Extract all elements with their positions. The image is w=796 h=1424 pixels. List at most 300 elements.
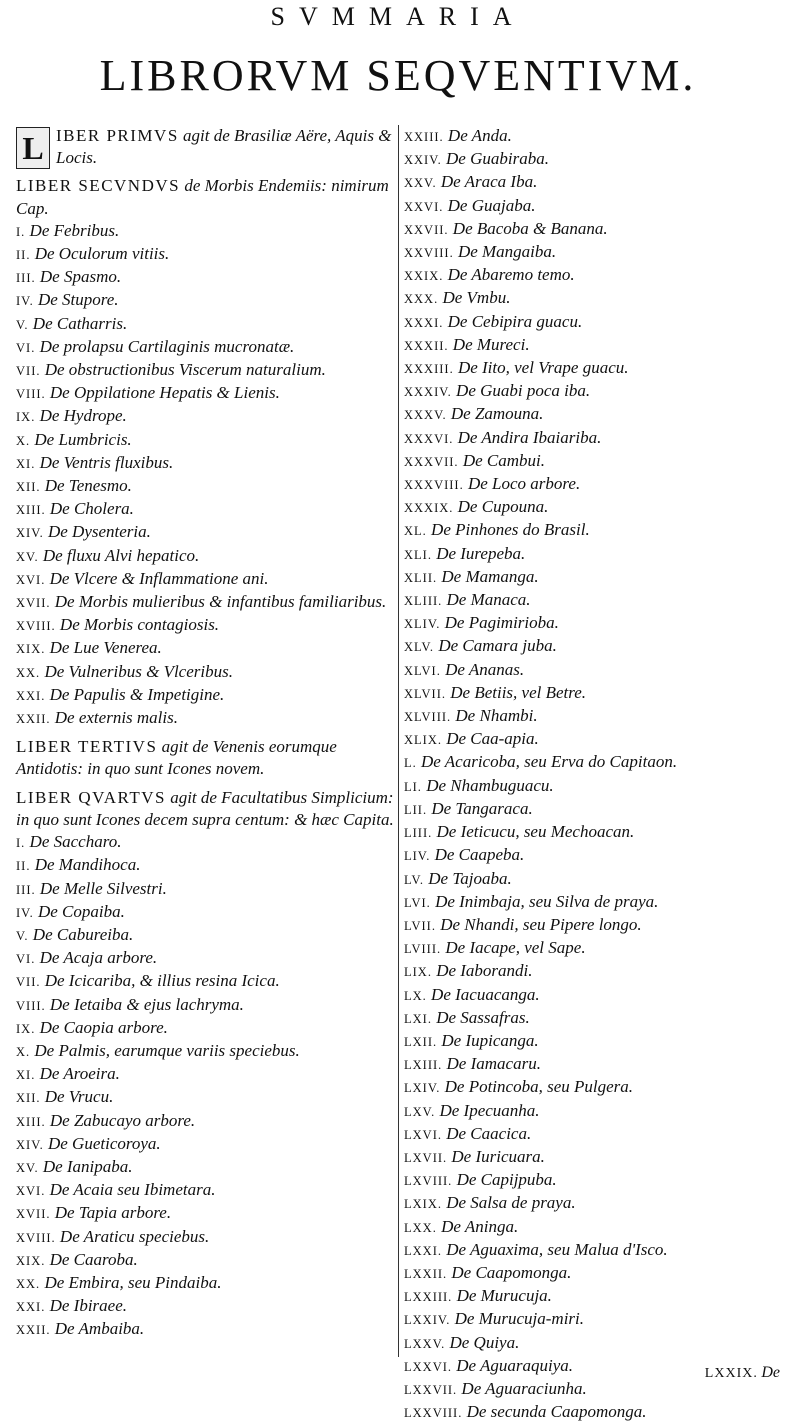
chapter-entry <box>404 798 789 821</box>
chapter-entry <box>16 1086 396 1109</box>
chapter-title: De Embira, seu Pindaiba. <box>44 1272 222 1292</box>
chapter-entry <box>16 289 396 312</box>
chapter-number: VII. <box>16 975 41 990</box>
chapter-title: De Cabureiba. <box>32 924 134 944</box>
chapter-entry <box>16 1272 396 1295</box>
chapter-number: IX. <box>16 410 36 425</box>
chapter-number: LIX. <box>404 965 432 980</box>
chapter-number: XXXVII. <box>404 454 459 469</box>
book-2-heading <box>16 175 396 219</box>
chapter-title: De Vulneribus & Vlceribus. <box>44 661 233 681</box>
chapter-entry <box>404 1100 789 1123</box>
chapter-title: De Mamanga. <box>441 566 539 586</box>
chapter-title: De Mangaiba. <box>457 242 557 262</box>
chapter-number: XLVIII. <box>404 710 452 725</box>
chapter-entry <box>404 1216 789 1239</box>
chapter-title: De Sassafras. <box>436 1007 530 1027</box>
chapter-entry <box>404 427 789 450</box>
chapter-title: De Ietaiba & ejus lachryma. <box>49 994 244 1014</box>
chapter-entry <box>404 1401 789 1424</box>
chapter-entry <box>404 1285 789 1308</box>
chapter-title: De Iurepeba. <box>436 543 526 563</box>
chapter-number: VIII. <box>16 387 46 402</box>
chapter-title: De Zabucayo arbore. <box>49 1110 196 1130</box>
chapter-number: LI. <box>404 779 422 794</box>
chapter-entry <box>16 947 396 970</box>
chapter-entry <box>404 496 789 519</box>
chapter-entry <box>16 970 396 993</box>
chapter-number: XLIII. <box>404 594 443 609</box>
chapter-number: XVIII. <box>16 1230 56 1245</box>
chapter-title: De Tenesmo. <box>44 476 132 496</box>
book-2-text: de Morbis Endemiis: nimirum Cap. <box>16 176 389 218</box>
chapter-entry <box>404 659 789 682</box>
chapter-number: XVI. <box>16 1184 46 1199</box>
chapter-entry <box>16 429 396 452</box>
chapter-number: XXXVIII. <box>404 478 464 493</box>
chapter-entry <box>16 637 396 660</box>
book-1-name: IBER PRIMVS <box>56 126 179 145</box>
catchword-word: De <box>761 1364 780 1381</box>
chapter-number: XXVII. <box>404 222 449 237</box>
chapter-title: De Ventris fluxibus. <box>39 452 174 472</box>
chapter-title: De Betiis, vel Betre. <box>450 682 587 702</box>
chapter-title: De Zamouna. <box>450 404 544 424</box>
chapter-entry <box>16 521 396 544</box>
chapter-entry <box>16 568 396 591</box>
chapter-entry <box>16 994 396 1017</box>
chapter-entry <box>404 844 789 867</box>
chapter-title: De Acaricoba, seu Erva do Capitaon. <box>421 752 678 772</box>
chapter-number: III. <box>16 882 36 897</box>
chapter-number: XXII. <box>16 1323 51 1338</box>
chapter-entry <box>16 1202 396 1225</box>
chapter-number: L. <box>404 756 417 771</box>
chapter-title: De Iuricuara. <box>451 1146 545 1166</box>
chapter-entry <box>404 589 789 612</box>
chapter-entry <box>16 1295 396 1318</box>
left-column <box>16 125 396 1342</box>
chapter-title: De Guabi poca iba. <box>456 381 591 401</box>
chapter-entry <box>404 380 789 403</box>
chapter-title: De Aninga. <box>441 1216 519 1236</box>
chapter-number: XVII. <box>16 596 51 611</box>
book-2-name: LIBER SECVNDVS <box>16 176 181 196</box>
chapter-title: De Vrucu. <box>44 1087 114 1107</box>
chapter-entry <box>404 1030 789 1053</box>
chapter-entry <box>404 450 789 473</box>
chapter-title: De Iacape, vel Sape. <box>445 938 586 958</box>
catchword-number: LXXIX. <box>704 1366 758 1381</box>
chapter-number: LXIX. <box>404 1197 442 1212</box>
chapter-title: De Iaborandi. <box>436 961 533 981</box>
chapter-entry <box>404 1192 789 1215</box>
chapter-number: LV. <box>404 872 425 887</box>
chapter-title: De Nhandi, seu Pipere longo. <box>440 914 642 934</box>
chapter-number: XLV. <box>404 640 435 655</box>
chapter-number: LXVI. <box>404 1127 442 1142</box>
chapter-entry <box>16 452 396 475</box>
chapter-number: V. <box>16 317 29 332</box>
chapter-title: De Cupouna. <box>457 497 549 517</box>
chapter-number: XLI. <box>404 547 432 562</box>
chapter-number: I. <box>16 836 26 851</box>
chapter-title: De Hydrope. <box>39 406 127 426</box>
chapter-title: De Nhambuguacu. <box>426 775 554 795</box>
chapter-number: XIII. <box>16 1114 46 1129</box>
chapter-number: XIII. <box>16 503 46 518</box>
chapter-number: XXXVI. <box>404 431 454 446</box>
chapter-number: LXV. <box>404 1104 436 1119</box>
chapter-number: XV. <box>16 549 39 564</box>
chapter-title: De Acaja arbore. <box>39 948 158 968</box>
chapter-entry <box>404 1239 789 1262</box>
chapter-number: LVI. <box>404 895 431 910</box>
chapter-title: De Quiya. <box>449 1332 520 1352</box>
chapter-number: LIV. <box>404 849 431 864</box>
chapter-title: De Guabiraba. <box>446 149 549 169</box>
chapter-number: XIV. <box>16 526 44 541</box>
chapter-entry <box>16 313 396 336</box>
chapter-entry <box>404 635 789 658</box>
chapter-title: De Morbis mulieribus & infantibus familiaribus. <box>54 592 387 612</box>
chapter-entry <box>16 1110 396 1133</box>
chapter-number: XXXIX. <box>404 501 454 516</box>
chapter-number: III. <box>16 271 36 286</box>
chapter-number: XXXV. <box>404 408 447 423</box>
chapter-title: De Aguaraquiya. <box>456 1355 574 1375</box>
chapter-number: XLII. <box>404 570 438 585</box>
book-4-chapter-list <box>16 831 396 1341</box>
chapter-number: IV. <box>16 294 34 309</box>
chapter-entry <box>404 937 789 960</box>
chapter-entry <box>404 125 789 148</box>
chapter-entry <box>404 1262 789 1285</box>
chapter-entry <box>404 705 789 728</box>
chapter-entry <box>404 473 789 496</box>
chapter-entry <box>16 878 396 901</box>
chapter-entry <box>404 960 789 983</box>
chapter-number: LXI. <box>404 1011 432 1026</box>
chapter-number: XXV. <box>404 176 437 191</box>
chapter-number: II. <box>16 248 31 263</box>
chapter-entry <box>404 1169 789 1192</box>
book-3-name: LIBER TERTIVS <box>16 737 158 757</box>
chapter-number: LIII. <box>404 826 433 841</box>
chapter-number: XVIII. <box>16 619 56 634</box>
chapter-number: LXXVI. <box>404 1359 453 1374</box>
chapter-title: De Ibiraee. <box>49 1296 128 1316</box>
chapter-entry <box>404 264 789 287</box>
chapter-title: De Spasmo. <box>39 267 122 287</box>
chapter-number: LXVIII. <box>404 1174 453 1189</box>
chapter-title: De Nhambi. <box>455 706 538 726</box>
chapter-number: XVI. <box>16 572 46 587</box>
chapter-number: XXI. <box>16 688 46 703</box>
chapter-title: De Caopia arbore. <box>39 1017 168 1037</box>
chapter-title: De Oppilatione Hepatis & Lienis. <box>49 383 280 403</box>
chapter-number: XX. <box>16 665 41 680</box>
chapter-number: XII. <box>16 480 41 495</box>
chapter-title: De Mureci. <box>452 334 530 354</box>
chapter-entry <box>16 1040 396 1063</box>
chapter-title: De Acaia seu Ibimetara. <box>49 1180 216 1200</box>
chapter-entry <box>404 241 789 264</box>
chapter-title: De Iito, vel Vrape guacu. <box>457 358 629 378</box>
chapter-number: LXXIII. <box>404 1290 453 1305</box>
title-summaria: SVMMARIA <box>270 2 526 31</box>
chapter-title: De Ieticucu, seu Mechoacan. <box>436 822 635 842</box>
chapter-title: De Inimbaja, seu Silva de praya. <box>435 891 659 911</box>
chapter-entry <box>16 266 396 289</box>
chapter-number: LXX. <box>404 1220 437 1235</box>
chapter-title: De secunda Caapomonga. <box>466 1402 647 1422</box>
chapter-number: X. <box>16 433 31 448</box>
chapter-entry <box>404 868 789 891</box>
chapter-title: De Cambui. <box>462 450 545 470</box>
chapter-title: De Ambaiba. <box>54 1319 145 1339</box>
chapter-number: XIX. <box>16 642 46 657</box>
chapter-number: XI. <box>16 1068 36 1083</box>
chapter-entry <box>16 545 396 568</box>
chapter-number: LXVII. <box>404 1150 448 1165</box>
chapter-title: De Araticu speciebus. <box>59 1226 210 1246</box>
chapter-number: XIX. <box>16 1253 46 1268</box>
chapter-number: XI. <box>16 456 36 471</box>
chapter-entry <box>404 357 789 380</box>
chapter-entry <box>404 612 789 635</box>
chapter-entry <box>16 359 396 382</box>
book-1-heading <box>16 125 396 169</box>
chapter-entry <box>16 661 396 684</box>
chapter-number: XVII. <box>16 1207 51 1222</box>
chapter-entry <box>404 1076 789 1099</box>
chapter-entry <box>404 1123 789 1146</box>
chapter-number: VI. <box>16 952 36 967</box>
chapter-title: De Capijpuba. <box>456 1170 557 1190</box>
chapter-entry <box>16 924 396 947</box>
chapter-title: De Morbis contagiosis. <box>59 615 220 635</box>
chapter-number: XXXIII. <box>404 362 454 377</box>
chapter-entry <box>404 195 789 218</box>
chapter-number: LXXVII. <box>404 1382 458 1397</box>
chapter-number: XXVI. <box>404 199 444 214</box>
chapter-number: XXXIV. <box>404 385 452 400</box>
chapter-entry <box>404 566 789 589</box>
chapter-entry <box>16 901 396 924</box>
chapter-entry <box>16 498 396 521</box>
chapter-number: XXVIII. <box>404 246 454 261</box>
chapter-number: VII. <box>16 364 41 379</box>
chapter-title: De Abaremo temo. <box>447 265 575 285</box>
chapter-number: XXXII. <box>404 338 449 353</box>
chapter-title: De Caapeba. <box>434 845 525 865</box>
chapter-title: De Vmbu. <box>442 288 511 308</box>
chapter-entry <box>16 614 396 637</box>
chapter-number: VIII. <box>16 998 46 1013</box>
chapter-title: De Andira Ibaiariba. <box>457 427 602 447</box>
chapter-title: De Anda. <box>447 126 512 145</box>
chapter-title: De Dysenteria. <box>47 522 151 542</box>
chapter-number: XLIX. <box>404 733 442 748</box>
chapter-entry <box>16 854 396 877</box>
chapter-title: De Cebipira guacu. <box>447 311 583 331</box>
chapter-title: De fluxu Alvi hepatico. <box>42 545 200 565</box>
chapter-entry <box>16 1226 396 1249</box>
chapter-number: XXX. <box>404 292 439 307</box>
chapter-title: De Iupicanga. <box>441 1030 539 1050</box>
chapter-title: De Tajoaba. <box>428 868 512 888</box>
chapter-title: De Caacica. <box>446 1123 532 1143</box>
chapter-entry <box>16 831 396 854</box>
chapter-title: De Ipecuanha. <box>439 1100 540 1120</box>
chapter-entry <box>404 1007 789 1030</box>
chapter-number: XXIV. <box>404 153 442 168</box>
chapter-number: LX. <box>404 988 427 1003</box>
right-column <box>404 125 789 1424</box>
chapter-title: De Catharris. <box>32 313 128 333</box>
chapter-entry <box>404 775 789 798</box>
chapter-entry <box>16 684 396 707</box>
chapter-title: De obstructionibus Viscerum naturalium. <box>44 360 326 380</box>
chapter-entry <box>404 543 789 566</box>
chapter-entry <box>16 1249 396 1272</box>
chapter-number: XIV. <box>16 1137 44 1152</box>
chapter-number: IV. <box>16 905 34 920</box>
chapter-title: De Febribus. <box>29 220 120 240</box>
chapter-title: De Murucuja. <box>456 1286 552 1306</box>
chapter-entry <box>404 1053 789 1076</box>
chapter-title: De Pagimirioba. <box>444 613 559 633</box>
chapter-entry <box>16 1063 396 1086</box>
chapter-title: De Lue Venerea. <box>49 638 162 658</box>
book-3-heading <box>16 736 396 780</box>
chapter-title: De Copaiba. <box>37 901 125 921</box>
chapter-title: De Gueticoroya. <box>47 1133 161 1153</box>
chapter-title: De Camara juba. <box>438 636 557 656</box>
chapter-title: De Pinhones do Brasil. <box>431 520 590 540</box>
chapter-entry <box>16 1017 396 1040</box>
chapter-entry <box>404 171 789 194</box>
chapter-entry <box>404 1332 789 1355</box>
chapter-number: LII. <box>404 802 428 817</box>
chapter-title: De Manaca. <box>446 590 531 610</box>
chapter-entry <box>404 682 789 705</box>
chapter-title: De Icicariba, & illius resina Icica. <box>44 971 280 991</box>
chapter-entry <box>16 243 396 266</box>
chapter-number: VI. <box>16 340 36 355</box>
chapter-number: LXXI. <box>404 1243 442 1258</box>
chapter-entry <box>16 1318 396 1341</box>
catchword <box>705 1364 780 1382</box>
chapter-number: I. <box>16 224 26 239</box>
chapter-entry <box>404 821 789 844</box>
book-4-name: LIBER QVARTVS <box>16 787 166 807</box>
chapter-number: XX. <box>16 1276 41 1291</box>
chapter-number: XXIX. <box>404 269 444 284</box>
chapter-title: De Loco arbore. <box>467 474 581 494</box>
chapter-title: De Araca Iba. <box>440 172 538 192</box>
chapter-title: De Potincoba, seu Pulgera. <box>444 1077 634 1097</box>
chapter-number: LXXIV. <box>404 1313 451 1328</box>
chapter-title: De Salsa de praya. <box>446 1193 576 1213</box>
chapter-number: XXI. <box>16 1300 46 1315</box>
chapter-entry <box>404 728 789 751</box>
chapter-title: De Iacuacanga. <box>431 984 540 1004</box>
chapter-number: XXIII. <box>404 130 444 144</box>
dropcap-letter: L <box>16 127 50 169</box>
chapter-entry <box>16 382 396 405</box>
chapter-title: De Ianipaba. <box>42 1156 133 1176</box>
chapter-number: LVII. <box>404 918 436 933</box>
chapter-entry <box>16 591 396 614</box>
chapter-title: De Tangaraca. <box>431 798 533 818</box>
chapter-title: De Aguaraciunha. <box>461 1378 587 1398</box>
chapter-number: LXII. <box>404 1034 438 1049</box>
chapter-entry <box>404 148 789 171</box>
chapter-title: De Murucuja-miri. <box>454 1309 585 1329</box>
title-librorum-sequentium: LIBRORVM SEQVENTIVM. <box>99 51 697 100</box>
chapter-entry <box>404 1146 789 1169</box>
chapter-number: II. <box>16 859 31 874</box>
chapter-entry <box>404 891 789 914</box>
book-4-chapter-list-continued <box>404 125 789 1424</box>
chapter-entry <box>404 984 789 1007</box>
chapter-number: XV. <box>16 1160 39 1175</box>
chapter-number: XL. <box>404 524 427 539</box>
chapter-entry <box>16 220 396 243</box>
chapter-title: De Tapia arbore. <box>54 1203 172 1223</box>
chapter-entry <box>16 336 396 359</box>
chapter-title: De Iamacaru. <box>446 1054 541 1074</box>
chapter-entry <box>16 707 396 730</box>
chapter-entry <box>404 218 789 241</box>
chapter-title: De Aguaxima, seu Malua d'Isco. <box>446 1239 668 1259</box>
chapter-title: De prolapsu Cartilaginis mucronatæ. <box>39 336 295 356</box>
chapter-number: LXIV. <box>404 1081 441 1096</box>
chapter-title: De Stupore. <box>37 290 119 310</box>
chapter-entry <box>16 475 396 498</box>
chapter-entry <box>404 311 789 334</box>
chapter-entry <box>16 1156 396 1179</box>
chapter-entry <box>404 914 789 937</box>
chapter-title: De Melle Silvestri. <box>39 878 167 898</box>
chapter-title: De Caapomonga. <box>451 1262 572 1282</box>
chapter-number: XXII. <box>16 712 51 727</box>
chapter-title: De Vlcere & Inflammatione ani. <box>49 568 269 588</box>
chapter-number: LXXV. <box>404 1336 446 1351</box>
book-4-heading <box>16 787 396 831</box>
chapter-entry <box>404 403 789 426</box>
chapter-entry <box>404 519 789 542</box>
chapter-title: De Mandihoca. <box>34 855 141 875</box>
chapter-entry <box>404 751 789 774</box>
chapter-title: De Caa-apia. <box>446 729 539 749</box>
chapter-title: De Saccharo. <box>29 832 122 852</box>
book-1-text: agit de Brasiliæ Aëre, Aquis & Locis. <box>56 126 392 168</box>
chapter-number: XLVI. <box>404 663 441 678</box>
column-divider <box>398 125 399 1357</box>
chapter-title: De externis malis. <box>54 708 178 728</box>
chapter-number: LXXVIII. <box>404 1406 463 1421</box>
chapter-number: V. <box>16 928 29 943</box>
book-3-text: agit de Venenis eorumque Antidotis: in quo sunt Icones novem. <box>16 737 337 779</box>
book-2-chapter-list <box>16 220 396 730</box>
chapter-number: LXXII. <box>404 1266 448 1281</box>
chapter-entry <box>16 1133 396 1156</box>
chapter-number: XLVII. <box>404 686 446 701</box>
chapter-number: LVIII. <box>404 942 442 957</box>
